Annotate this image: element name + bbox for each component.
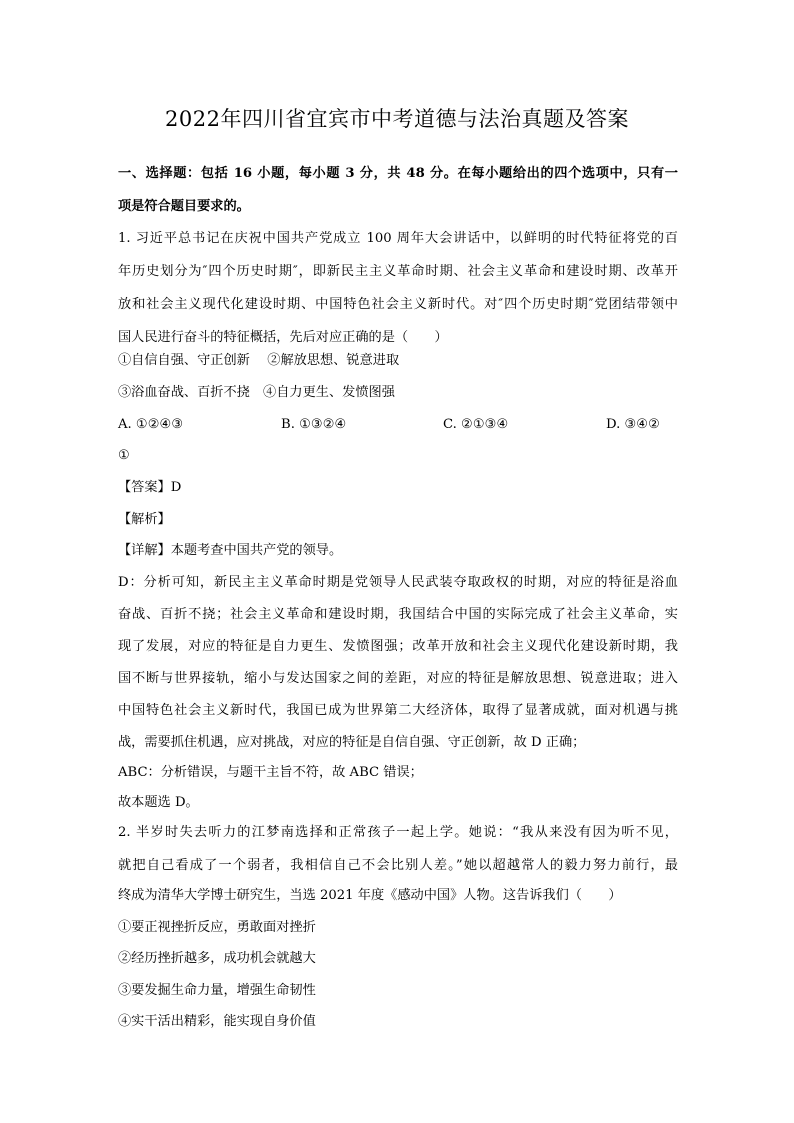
page-title: 2022年四川省宜宾市中考道德与法治真题及答案 <box>165 107 629 131</box>
q1-explain-line: 战，需要抓住机遇，应对挑战，对应的特征是自信自强、守正创新，故 D 正确； <box>118 735 586 750</box>
q1-stem-line: 国人民进行奋斗的特征概括，先后对应正确的是（ ） <box>118 330 448 345</box>
q1-stem-line: 年历史划分为″四个历史时期″，即新民主主义革命时期、社会主义革命和建设时期、改革开 <box>118 264 678 279</box>
q1-explain-line: 奋战、百折不挠；社会主义革命和建设时期，我国结合中国的实际完成了社会主义革命，实 <box>118 607 678 622</box>
q1-explain-line: 现了发展，对应的特征是自力更生、发愤图强；改革开放和社会主义现代化建设新时期，我 <box>118 639 678 654</box>
q2-item-line: ①要正视挫折反应，勇敢面对挫折 <box>118 920 316 935</box>
q1-option-b: B. ①③②④ <box>281 417 347 432</box>
q1-item-line: ①自信自强、守正创新 ②解放思想、锐意进取 <box>118 353 400 368</box>
q2-item-line: ②经历挫折越多，成功机会就越大 <box>118 951 316 966</box>
q1-option-c: C. ②①③④ <box>443 417 509 432</box>
q1-explain-line: 国不断与世界接轨，缩小与发达国家之间的差距，对应的特征是解放思想、锐意进取；进入 <box>118 671 678 686</box>
q2-item-line: ③要发掘生命力量，增强生命韧性 <box>118 983 316 998</box>
section-heading-line-1: 一、选择题：包括 16 小题，每小题 3 分，共 48 分。在每小题给出的四个选项中，只有一 <box>118 166 678 181</box>
q1-explain-line: 中国特色社会主义新时代，我国已成为世界第二大经济体，取得了显著成就，面对机遇与挑 <box>118 703 678 718</box>
q2-item-line: ④实干活出精彩，能实现自身价值 <box>118 1014 316 1029</box>
q1-option-a: A. ①②④③ <box>118 417 184 432</box>
q1-option-d: D. ③④② <box>606 417 660 432</box>
q1-stem-line: 1. 习近平总书记在庆祝中国共产党成立 100 周年大会讲话中，以鲜明的时代特征将党的百 <box>118 231 678 246</box>
q1-analysis-label: 【解析】 <box>118 512 171 527</box>
section-heading-line-2: 项是符合题目要求的。 <box>118 199 250 214</box>
q1-item-line: ③浴血奋战、百折不挠 ④自力更生、发愤图强 <box>118 385 395 400</box>
q1-answer: 【答案】D <box>118 480 182 495</box>
q2-stem-line: 终成为清华大学博士研究生，当选 2021 年度《感动中国》人物。这告诉我们（ ） <box>118 888 622 903</box>
q1-explain-line: D：分析可知，新民主主义革命时期是党领导人民武装夺取政权的时期，对应的特征是浴血 <box>118 575 678 590</box>
q1-conclusion: 故本题选 D。 <box>118 795 199 810</box>
q1-option-wrap: ① <box>118 448 130 463</box>
q1-stem-line: 放和社会主义现代化建设时期、中国特色社会主义新时代。对″四个历史时期″党团结带领中 <box>118 297 678 312</box>
q2-stem-line: 就把自己看成了一个弱者，我相信自己不会比别人差。”她以超越常人的毅力努力前行，最 <box>118 858 678 873</box>
q1-detail: 【详解】本题考查中国共产党的领导。 <box>118 543 343 558</box>
q1-abc-explain: ABC：分析错误，与题干主旨不符，故 ABC 错误； <box>118 765 423 780</box>
q2-stem-line: 2. 半岁时失去听力的江梦南选择和正常孩子一起上学。她说：“我从来没有因为听不见， <box>118 825 678 840</box>
